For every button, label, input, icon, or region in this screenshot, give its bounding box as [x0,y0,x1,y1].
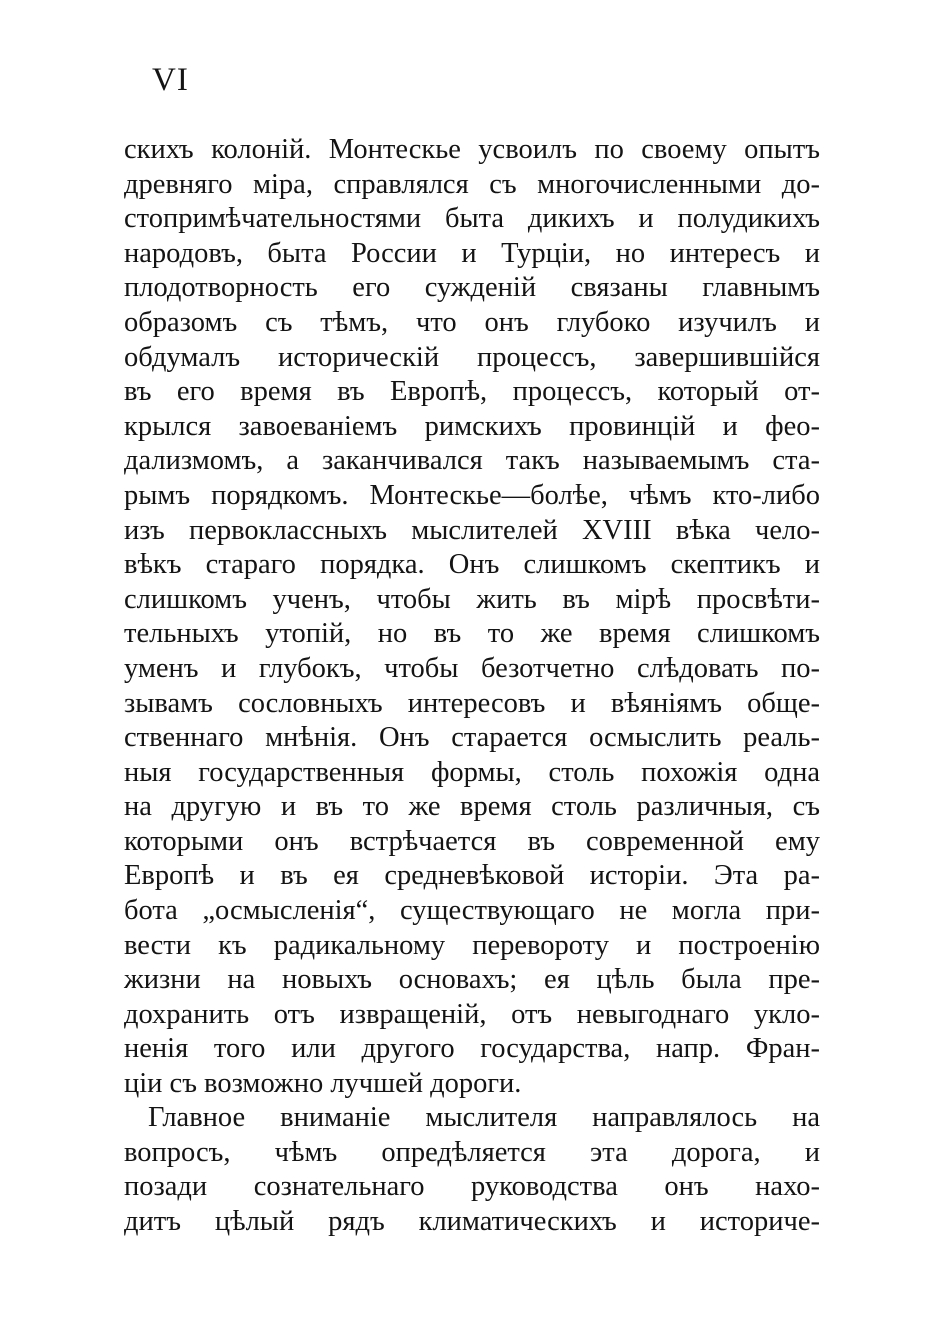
text-line: Европѣ и въ ея средневѣковой исторіи. Эта ра- [124,860,820,892]
text-line: на другую и въ то же время столь различныя, съ [124,791,820,823]
text-line: плодотворность его сужденій связаны главнымъ [124,272,820,304]
text-line: Главное вниманіе мыслителя направлялось на [148,1102,820,1133]
text-line: вопросъ, чѣмъ опредѣляется эта дорога, и [124,1136,820,1168]
text-line: дализмомъ, а заканчивался такъ называемымъ ста- [124,445,820,477]
text-line: въ его время въ Европѣ, процессъ, который от- [124,376,820,408]
text-line: которыми онъ встрѣчается въ современной ему [124,825,820,857]
text-line: тельныхъ утопій, но въ то же время слишкомъ [124,618,820,650]
text-line: жизни на новыхъ основахъ; ея цѣль была пре- [124,964,820,996]
text-line: бота „осмысленія“, существующаго не могла при- [124,895,820,927]
text-line: зывамъ сословныхъ интересовъ и вѣяніямъ обще- [124,687,820,719]
text-line: древняго міра, справлялся съ многочисленными до- [124,168,820,200]
text-line: скихъ колоній. Монтескье усвоилъ по своему опытъ [124,134,820,165]
text-line: дохранить отъ извращеній, отъ невыгоднаго укло- [124,998,820,1030]
text-line: изъ первоклассныхъ мыслителей XVIII вѣка чело- [124,514,820,546]
text-line: ныя государственныя формы, столь похожія одна [124,756,820,788]
text-line: вести къ радикальному перевороту и построенію [124,929,820,961]
text-line: стопримѣчательностями быта дикихъ и полудикихъ [124,203,820,235]
text-line: дитъ цѣлый рядъ климатическихъ и историче- [124,1205,820,1237]
text-line: ненія того или другого государства, напр. Фран- [124,1033,820,1065]
text-line: народовъ, быта России и Турціи, но интересъ и [124,237,820,269]
text-line: рымъ порядкомъ. Монтескье—болѣе, чѣмъ кто-либо [124,479,820,511]
text-line: слишкомъ ученъ, чтобы жить въ мірѣ просвѣти- [124,583,820,615]
text-line: вѣкъ стараго порядка. Онъ слишкомъ скептикъ и [124,549,820,581]
page-number: VI [152,62,189,98]
text-line: ціи съ возможно лучшей дороги. [124,1068,522,1100]
text-line: ственнаго мнѣнія. Онъ старается осмыслить реаль- [124,722,820,754]
text-line: образомъ съ тѣмъ, что онъ глубоко изучилъ и [124,306,820,338]
text-line: обдумалъ историческій процессъ, завершившійся [124,341,820,373]
text-line: позади сознательнаго руководства онъ нахо- [124,1171,820,1203]
paragraph-2 [124,1101,820,1239]
paragraph-1 [124,133,820,1102]
text-line: крылся завоеваніемъ римскихъ провинцій и фео- [124,410,820,442]
text-line: уменъ и глубокъ, чтобы безотчетно слѣдовать по- [124,652,820,684]
